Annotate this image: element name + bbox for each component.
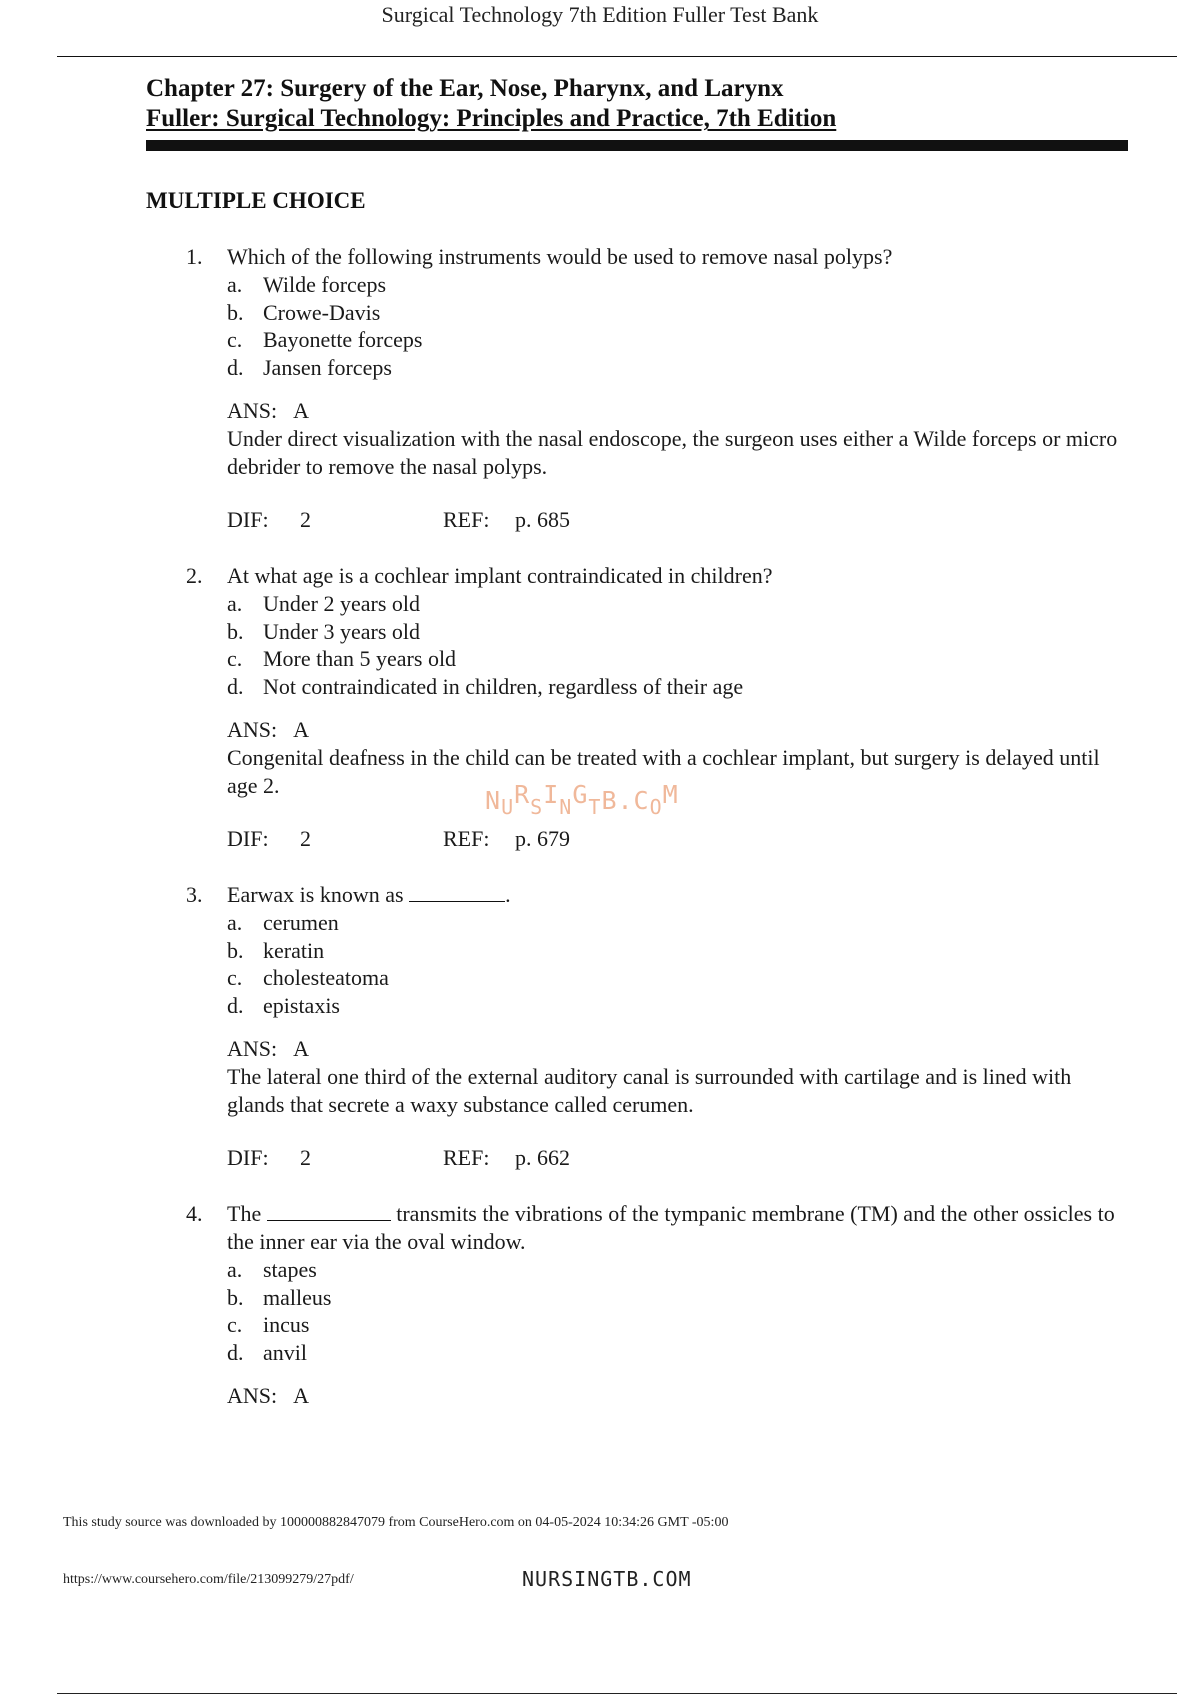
answer-line [186, 1035, 1126, 1063]
choice-text: epistaxis [263, 992, 340, 1018]
choice-text: Crowe-Davis [263, 299, 381, 325]
choice-item [227, 673, 1126, 701]
choice-list [186, 909, 1126, 1019]
choice-letter: a. [227, 591, 243, 616]
question-3 [186, 881, 1126, 1172]
choice-letter: d. [227, 354, 244, 380]
question-text-before: The [227, 1201, 262, 1226]
question-stem [186, 1200, 1126, 1256]
choice-text: More than 5 years old [263, 646, 457, 671]
answer-label: ANS: [227, 717, 278, 742]
question-number: 4. [186, 1201, 203, 1226]
choice-text: anvil [263, 1339, 307, 1365]
choice-item [227, 1256, 1126, 1284]
dif-label: DIF: [227, 507, 269, 532]
source-url-link[interactable]: https://www.coursehero.com/file/213099279/27pdf/ [63, 1572, 354, 1587]
footer-watermark: NURSINGTB.COM [522, 1567, 692, 1591]
choice-item [227, 590, 1126, 618]
answer-rationale: Under direct visualization with the nasal endoscope, the surgeon uses either a Wilde forceps or micro debrider to remove the nasal polyps. [227, 426, 1118, 479]
choice-item [227, 1339, 1126, 1367]
dif-label: DIF: [227, 1145, 269, 1170]
choice-text: cholesteatoma [263, 965, 389, 990]
choice-text: malleus [263, 1284, 332, 1310]
answer-value: A [293, 717, 310, 742]
question-text-after: transmits the vibrations of the tympanic membrane (TM) and the other ossicles to the inner ear via the oval window. [227, 1201, 1115, 1254]
question-4 [186, 1200, 1126, 1410]
book-title: Fuller: Surgical Technology: Principles and Practice, 7th Edition [146, 105, 837, 132]
choice-text: stapes [263, 1257, 317, 1282]
choice-letter: d. [227, 992, 244, 1018]
choice-item [227, 645, 1126, 673]
answer-line [186, 397, 1126, 425]
download-source-note: This study source was downloaded by 100000882847079 from CourseHero.com on 04-05-2024 10:34:26 GMT -05:00 [63, 1515, 729, 1530]
question-text: Which of the following instruments would be used to remove nasal polyps? [227, 244, 893, 269]
choice-item [227, 1311, 1126, 1339]
choice-item [227, 354, 1126, 382]
question-stem [186, 562, 1126, 590]
dif-label: DIF: [227, 826, 269, 851]
header-divider [57, 56, 1177, 57]
choice-text: Under 2 years old [263, 591, 421, 616]
fill-in-blank [267, 1202, 391, 1221]
choice-letter: b. [227, 937, 244, 963]
section-heading: MULTIPLE CHOICE [146, 188, 366, 213]
choice-item [227, 937, 1126, 965]
dif-value: 2 [300, 826, 311, 851]
nursingtb-watermark: $N_UR_SI_NG_TB.C_OM$ [485, 780, 679, 819]
choice-letter: c. [227, 327, 243, 352]
choice-letter: b. [227, 618, 244, 644]
ref-label: REF: [443, 1145, 490, 1170]
choice-text: keratin [263, 937, 325, 963]
dif-value: 2 [300, 1145, 311, 1170]
choice-letter: c. [227, 1312, 243, 1337]
chapter-heading-block [146, 74, 1128, 151]
question-stem [186, 881, 1126, 909]
choice-item [227, 1284, 1126, 1312]
choice-letter: b. [227, 299, 244, 325]
difficulty-reference-line [186, 825, 1126, 853]
difficulty-reference-line [186, 1144, 1126, 1172]
ref-value: p. 685 [515, 507, 570, 532]
page-header-title: Surgical Technology 7th Edition Fuller Test Bank [381, 2, 819, 27]
ref-value: p. 662 [515, 1145, 570, 1170]
answer-label: ANS: [227, 398, 278, 423]
choice-list [186, 1256, 1126, 1366]
chapter-divider [146, 140, 1128, 151]
choice-text: cerumen [263, 910, 339, 935]
question-stem [186, 243, 1126, 271]
answer-value: A [293, 398, 310, 423]
choice-text: Under 3 years old [263, 618, 421, 644]
question-number: 3. [186, 882, 203, 907]
choice-text: Wilde forceps [263, 272, 387, 297]
choice-letter: c. [227, 646, 243, 671]
choice-item [227, 618, 1126, 646]
fill-in-blank [409, 883, 505, 902]
choice-item [227, 964, 1126, 992]
choice-item [227, 299, 1126, 327]
choice-text: Not contraindicated in children, regardless of their age [263, 673, 744, 699]
ref-label: REF: [443, 507, 490, 532]
answer-value: A [293, 1383, 310, 1408]
choice-item [227, 326, 1126, 354]
choice-letter: c. [227, 965, 243, 990]
choice-list [186, 271, 1126, 381]
question-number: 1. [186, 244, 203, 269]
difficulty-reference-line [186, 506, 1126, 534]
answer-line [186, 716, 1126, 744]
choice-letter: b. [227, 1284, 244, 1310]
footer-divider [57, 1693, 1177, 1694]
choice-text: Bayonette forceps [263, 327, 423, 352]
answer-line [186, 1382, 1126, 1410]
ref-label: REF: [443, 826, 490, 851]
answer-rationale: Congenital deafness in the child can be treated with a cochlear implant, but surgery is delayed until age 2. [227, 745, 1100, 798]
question-1 [186, 243, 1126, 534]
question-text-after: . [505, 882, 511, 907]
question-list [186, 243, 1126, 1438]
dif-value: 2 [300, 507, 311, 532]
ref-value: p. 679 [515, 826, 570, 851]
choice-letter: a. [227, 910, 243, 935]
choice-letter: a. [227, 272, 243, 297]
choice-letter: d. [227, 673, 244, 699]
choice-item [227, 271, 1126, 299]
choice-text: Jansen forceps [263, 354, 392, 380]
choice-letter: a. [227, 1257, 243, 1282]
choice-letter: d. [227, 1339, 244, 1365]
choice-item [227, 909, 1126, 937]
answer-value: A [293, 1036, 310, 1061]
chapter-title: Chapter 27: Surgery of the Ear, Nose, Pharynx, and Larynx [146, 75, 784, 102]
answer-label: ANS: [227, 1383, 278, 1408]
answer-rationale: The lateral one third of the external auditory canal is surrounded with cartilage and is lined with glands that secrete a waxy substance called cerumen. [227, 1064, 1072, 1117]
question-number: 2. [186, 563, 203, 588]
choice-list [186, 590, 1126, 700]
answer-label: ANS: [227, 1036, 278, 1061]
question-text: At what age is a cochlear implant contraindicated in children? [227, 563, 773, 588]
question-text-before: Earwax is known as [227, 882, 404, 907]
choice-text: incus [263, 1312, 310, 1337]
choice-item [227, 992, 1126, 1020]
